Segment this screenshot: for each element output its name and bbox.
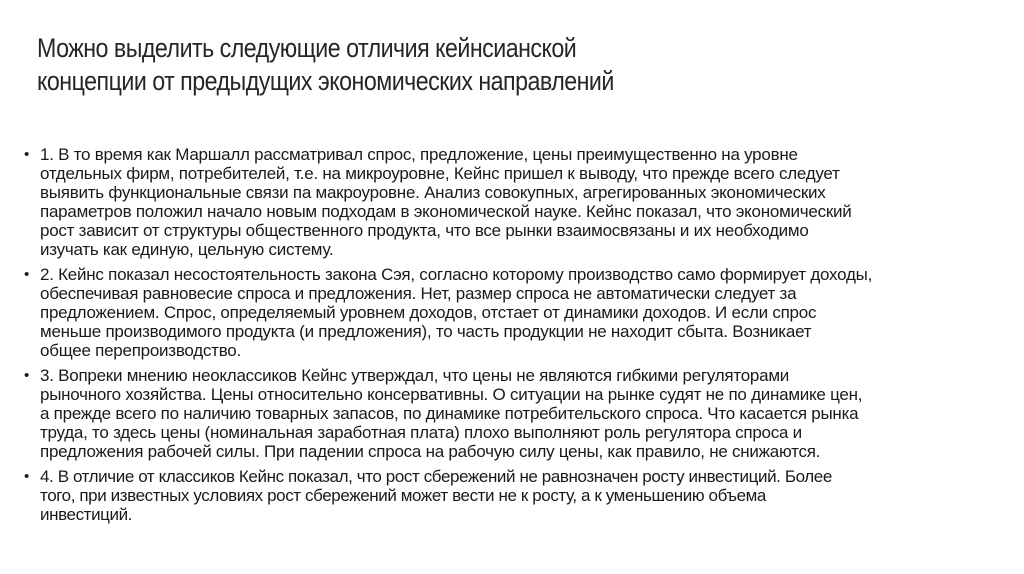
list-item-2 <box>22 265 1012 360</box>
list-item-text <box>40 366 1012 461</box>
list-item-1 <box>22 145 1012 259</box>
text-line: труда, то здесь цены (номинальная заработная плата) плохо выполняют роль регулятора спроса и <box>40 423 802 442</box>
text-line: изучать как единую, цельную систему. <box>40 240 334 259</box>
text-line: предложением. Спрос, определяемый уровнем доходов, отстает от динамики доходов. И если спрос <box>40 303 817 322</box>
text-line: выявить функциональные связи па макроуровне. Анализ совокупных, агрегированных экономических <box>40 183 826 202</box>
text-line: обеспечивая равновесие спроса и предложения. Нет, размер спроса не автоматически следует за <box>40 284 797 303</box>
bullet-icon: • <box>24 468 30 485</box>
list-item-text <box>40 467 1012 524</box>
text-line: 2. Кейнс показал несостоятельность закона Сэя, согласно которому производство само формирует доходы, <box>40 265 873 284</box>
bullet-list <box>22 145 1012 530</box>
text-line: отдельных фирм, потребителей, т.е. на микроуровне, Кейнс пришел к выводу, что прежде всего следует <box>40 164 840 183</box>
text-line: общее перепроизводство. <box>40 341 241 360</box>
text-line: а прежде всего по наличию товарных запасов, по динамике потребительского спроса. Что касается рынка <box>40 404 859 423</box>
bullet-icon: • <box>24 367 30 384</box>
text-line: рост зависит от структуры общественного продукта, что все рынки взаимосвязаны и их необходимо <box>40 221 809 240</box>
text-line: инвестиций. <box>40 505 133 524</box>
list-item-text <box>40 265 1012 360</box>
text-line: рыночного хозяйства. Цены относительно консервативны. О ситуации на рынке судят не по динамике цен, <box>40 385 863 404</box>
title-line-1: Можно выделить следующие отличия кейнсианской <box>37 33 577 63</box>
text-line: того, при известных условиях рост сбережений может вести не к росту, а к уменьшению объема <box>40 486 766 505</box>
bullet-icon: • <box>24 146 30 163</box>
list-item-3 <box>22 366 1012 461</box>
slide-title <box>37 32 863 98</box>
title-line-2: концепции от предыдущих экономических направлений <box>37 66 614 96</box>
text-line: 4. В отличие от классиков Кейнс показал, что рост сбережений не равнозначен росту инвестиций. Более <box>40 467 832 486</box>
text-line: меньше производимого продукта (и предложения), то часть продукции не находит сбыта. Возникает <box>40 322 812 341</box>
list-item-text <box>40 145 1012 259</box>
text-line: 1. В то время как Маршалл рассматривал спрос, предложение, цены преимущественно на уровне <box>40 145 798 164</box>
list-item-4 <box>22 467 1012 524</box>
text-line: параметров положил начало новым подходам в экономической науке. Кейнс показал, что экономический <box>40 202 852 221</box>
bullet-icon: • <box>24 266 30 283</box>
text-line: 3. Вопреки мнению неоклассиков Кейнс утверждал, что цены не являются гибкими регуляторами <box>40 366 790 385</box>
text-line: предложения рабочей силы. При падении спроса на рабочую силу цены, как правило, не снижаются. <box>40 442 821 461</box>
